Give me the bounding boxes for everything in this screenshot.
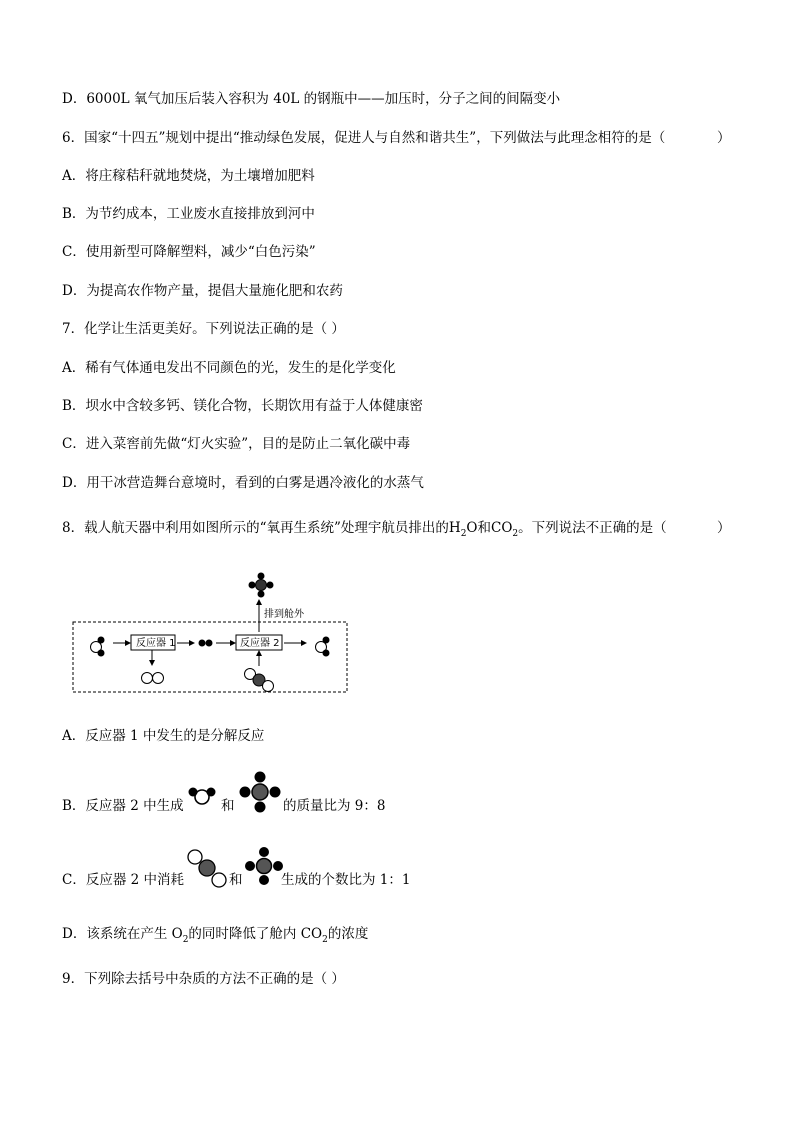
carbon-dioxide-icon — [186, 848, 230, 890]
q8-stem — [62, 519, 667, 543]
reactor-2-label: 反应器 2 — [240, 638, 280, 649]
q7-option-b: B．坝水中含较多钙、镁化合物，长期饮用有益于人体健康密 — [62, 398, 423, 414]
co2-formula: $CO_2$ — [491, 520, 519, 539]
q8-option-b-pre: B．反应器 2 中生成 — [62, 798, 184, 814]
q7-stem: 7．化学让生活更美好。下列说法正确的是（ ） — [62, 321, 345, 337]
q6-close-paren: ） — [717, 130, 731, 146]
q6-option-d: D．为提高农作物产量，提倡大量施化肥和农药 — [62, 283, 343, 299]
methane-molecule-icon — [238, 770, 282, 814]
q8-option-d: D．该系统在产生 $O_2$的同时降低了舱内 $CO_2$的浓度 — [62, 926, 369, 945]
q8-and: 和 — [477, 520, 491, 536]
oxygen-molecule-icon — [142, 673, 164, 684]
q9-stem: 9．下列除去括号中杂质的方法不正确的是（ ） — [62, 971, 345, 987]
q6-stem-text: 6．国家“十四五”规划中提出“推动绿色发展，促进人与自然和谐共生”，下列做法与此理念相符的是（ — [62, 130, 666, 146]
q7-option-a: A．稀有气体通电发出不同颜色的光，发生的是化学变化 — [62, 360, 396, 376]
q8-stem-post: 。下列说法不正确的是（ — [518, 520, 667, 536]
q8-option-c — [62, 871, 184, 889]
q8-close-paren: ） — [717, 520, 731, 536]
q8-option-c-pre: C．反应器 2 中消耗 — [62, 872, 185, 888]
q8-stem-pre: 8．载人航天器中利用如图所示的“氧再生系统”处理宇航员排出的 — [62, 520, 449, 536]
hydrogen-molecule-icon — [199, 640, 213, 647]
q8-option-b-post: 的质量比为 9：8 — [283, 798, 386, 814]
methane-molecule-icon — [244, 846, 284, 886]
q8-option-b — [62, 797, 184, 815]
exhaust-ch4-molecule-icon — [249, 573, 274, 598]
q7-option-d: D．用干冰营造舞台意境时，看到的白雾是遇冷液化的水蒸气 — [62, 475, 424, 491]
reactor-1-label: 反应器 1 — [136, 638, 176, 649]
water-molecule-icon — [187, 787, 217, 809]
q8-option-c-post: 生成的个数比为 1：1 — [281, 872, 411, 888]
q6-option-a: A．将庄稼秸秆就地焚烧，为土壤增加肥料 — [62, 168, 315, 184]
q8-option-c-and: 和 — [229, 872, 243, 888]
q6-option-c: C．使用新型可降解塑料，减少“白色污染” — [62, 244, 316, 260]
q8-option-b-and: 和 — [221, 798, 235, 814]
water-molecule-input-icon — [91, 637, 105, 657]
oxygen-regeneration-diagram — [70, 570, 352, 696]
carbon-dioxide-molecule-icon — [245, 669, 274, 692]
exhaust-label: 排到舱外 — [264, 609, 304, 620]
h2o-formula: $H_2O$ — [448, 520, 478, 539]
q7-option-c: C．进入菜窖前先做“灯火实验”，目的是防止二氧化碳中毒 — [62, 436, 411, 452]
system-boundary — [73, 622, 347, 692]
water-molecule-output-icon — [316, 637, 330, 657]
q6-stem — [62, 129, 665, 147]
q5-option-d: D．6000L 氧气加压后装入容积为 40L 的钢瓶中——加压时，分子之间的间隔变小 — [62, 91, 561, 107]
q8-option-a: A．反应器 1 中发生的是分解反应 — [62, 728, 265, 744]
q6-option-b: B．为节约成本，工业废水直接排放到河中 — [62, 206, 315, 222]
